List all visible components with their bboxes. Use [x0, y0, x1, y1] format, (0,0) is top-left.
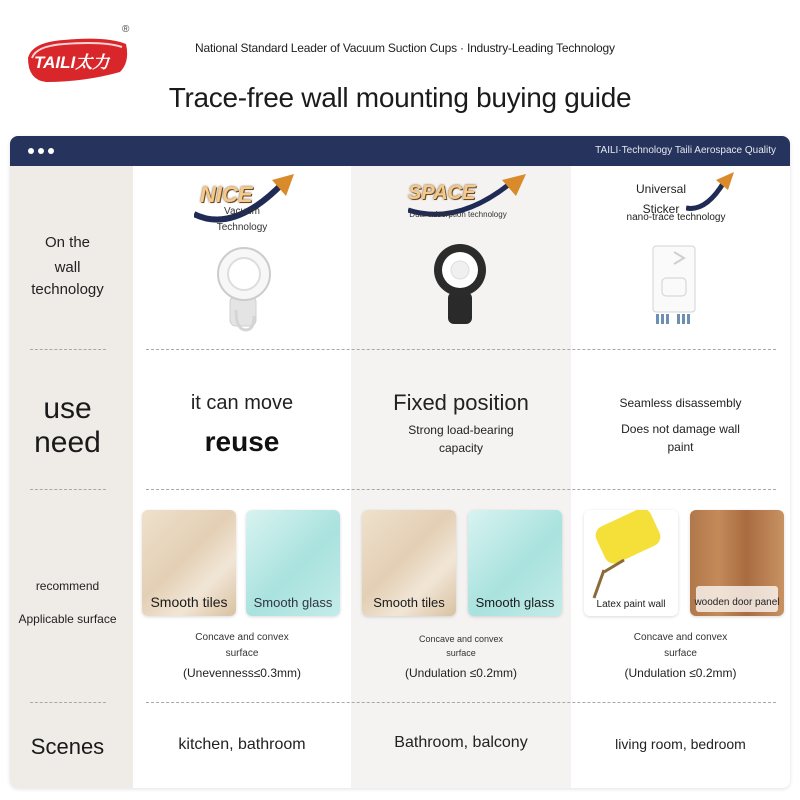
row-divider	[146, 349, 776, 350]
suction-hook-black-icon	[430, 240, 490, 330]
row-divider	[30, 489, 106, 490]
need-space-sub: Strong load-bearing capacity	[408, 423, 514, 455]
row-label-surface: recommend Applicable surface	[18, 579, 117, 626]
surface-note-nice: Concave and convex surface	[195, 632, 289, 659]
glass-panel-icon	[468, 510, 562, 616]
range-space: (Undulation ≤0.2mm)	[405, 666, 517, 680]
row-label-scenes: Scenes	[30, 734, 105, 759]
row-label-technology: On the wall technology	[31, 234, 104, 298]
glass-panel-icon	[246, 510, 340, 616]
row-label-need: use need	[34, 392, 101, 459]
need-sticker-sub: Does not damage wall paint	[621, 422, 740, 454]
tech-nice: Vacuum Technology	[216, 206, 268, 233]
scene-space: Bathroom, balcony	[394, 734, 528, 751]
tech-space: Dual-adsorption technology	[409, 210, 507, 219]
window-dot-icon	[38, 148, 44, 154]
suction-hook-white-icon	[214, 244, 274, 334]
surface-label: Smooth tiles	[150, 594, 228, 610]
logo-text: TAILI太力	[34, 53, 110, 72]
paint-roller-icon	[584, 510, 678, 616]
row-divider	[146, 702, 776, 703]
card-header-bar	[10, 136, 790, 166]
surface-label: Smooth glass	[475, 595, 555, 610]
need-nice-main: it can move	[190, 392, 294, 414]
window-dot-icon	[48, 148, 54, 154]
range-nice: (Unevenness≤0.3mm)	[183, 666, 301, 680]
surface-label: Latex paint wall	[596, 599, 666, 610]
need-sticker-main: Seamless disassembly	[619, 396, 742, 410]
range-sticker: (Undulation ≤0.2mm)	[624, 666, 737, 680]
surface-label: Smooth glass	[253, 595, 333, 610]
row-divider	[30, 702, 106, 703]
brand-nice: NICE	[200, 182, 253, 207]
tech-sticker-2: nano-trace technology	[626, 212, 726, 223]
brand-space: SPACE	[408, 182, 476, 204]
window-dot-icon	[28, 148, 34, 154]
marble-tile-icon	[142, 510, 236, 616]
scene-nice: kitchen, bathroom	[178, 736, 306, 753]
scene-sticker: living room, bedroom	[615, 736, 746, 752]
surface-label: Smooth tiles	[373, 595, 445, 610]
marble-tile-icon	[362, 510, 456, 616]
page-title: Trace-free wall mounting buying guide	[168, 82, 632, 113]
need-nice-sub: reuse	[204, 426, 280, 457]
surface-note-sticker: Concave and convex surface	[633, 632, 728, 659]
tagline: National Standard Leader of Vacuum Suction Cups · Industry-Leading Technology	[195, 41, 615, 55]
comparison-card	[10, 136, 790, 788]
tech-sticker-1: Universal Sticker	[635, 182, 686, 216]
registered-mark: ®	[122, 24, 130, 35]
surface-note-space: Concave and convex surface	[418, 634, 504, 658]
card-bar-text: TAILI·Technology Taili Aerospace Quality	[595, 145, 776, 156]
adhesive-sticker-icon	[650, 244, 700, 330]
wood-panel-icon	[690, 510, 784, 616]
row-divider	[30, 349, 106, 350]
taili-logo	[24, 24, 134, 86]
row-divider	[146, 489, 776, 490]
need-space-main: Fixed position	[393, 390, 529, 415]
surface-label: wooden door panel	[694, 597, 780, 608]
